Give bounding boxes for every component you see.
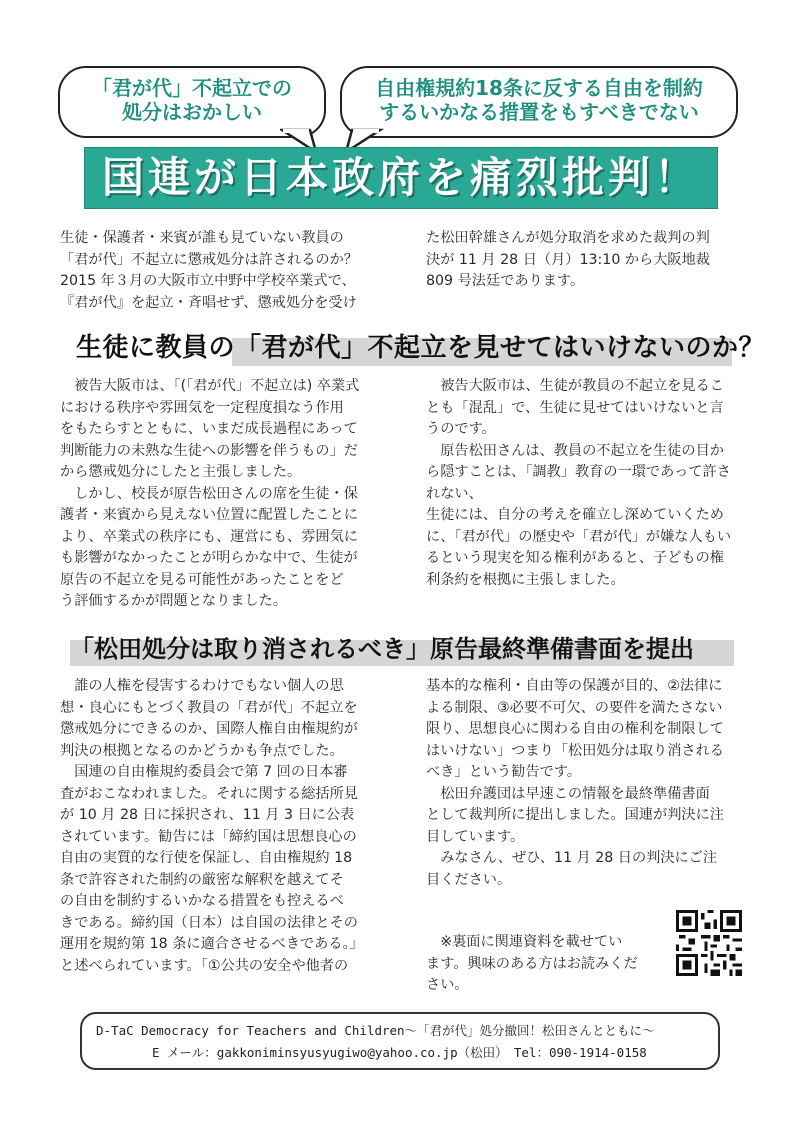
back-page-note: ※裏面に関連資料を載せてい ます。興味のある方はお読みくだ さい。 <box>426 934 638 993</box>
callout-left-line2: 処分はおかしい <box>122 100 262 125</box>
section1-left-text: 被告大阪市は、「(「君が代」不起立は) 卒業式 における秩序や雰囲気を一定程度損なう作用 をもたらすとともに、いまだ成長過程にあって 判断能力の未熟な生徒への影響を伴うもの」だ から懲戒処分にしたと主張しました。 しかし、校長が原告松田さんの席を生徒・保 護者・来賓から見えない位置に配置したことに より、卒業式の秩序にも、運営にも、雰囲気に も影響がなかったことが明らかな中で、生徒が 原告の不起立を見る可能性があったことをど う評価するかが問題となりました。 <box>60 378 360 609</box>
callout-bubble-right <box>340 66 738 138</box>
callout-right-line2: するいかなる措置をもすべきでない <box>379 100 699 125</box>
section2-left-text: 誰の人権を侵害するわけでもない個人の思 想・良心にもとづく教員の「君が代」不起立を 懲戒処分にできるのか、国際人権自由権規約が 判決の根拠となるのかどうかも争点でした。 国連の自由権規約委員会で第 7 回の日本審 査がおこなわれました。それに関する総括所見 が 10 月 28 日に採択され、11 月 3 日に公表 されています。勧告には「締約国は思想良心の 自由の実質的な行使を保証し、自由権規約 18 条で許容された制約の厳密な解釈を越えてそ の自由を制約するいかなる措置をも控えるべ きである。締約国（日本）は自国の法律とその 運用を規約第 18 条に適合させるべきである。」 と述べられています。「①公共の安全や他者の <box>60 678 364 974</box>
footer-org-line: D-TaC Democracy for Teachers and Children～「君が代」処分撤回！松田さんとともに～ <box>96 1023 655 1038</box>
intro-right-text: た松田幹雄さんが処分取消を求めた裁判の判 決が 11 月 28 日（月）13:10 から大阪地裁 809 号法廷であります。 <box>426 230 710 289</box>
section2-heading: 「松田処分は取り消されるべき」原告最終準備書面を提出 <box>70 635 694 663</box>
section1-heading: 生徒に教員の「君が代」不起立を見せてはいけないのか？ <box>76 333 766 363</box>
section2-right-text: 基本的な権利・自由等の保護が目的、②法律に よる制限、③必要不可欠、の要件を満たさない 限り、思想良心に関わる自由の権利を制限して はいけない」つまり「松田処分は取り消される べき」という勧告です。 松田弁護団は早速この情報を最終準備書面 として裁判所に提出しました。国連が判決に注 目しています。 みなさん、ぜひ、11 月 28 日の判決にご注 目ください。 <box>426 678 724 888</box>
headline-title: 国連が日本政府を痛烈批判！ <box>101 153 700 202</box>
intro-left-text: 生徒・保護者・来賓が誰も見ていない教員の 「君が代」不起立に懲戒処分は許されるのか？ 2015 年３月の大阪市立中野中学校卒業式で、 『君が代』を起立・斉唱せず、懲戒処分を受け <box>60 230 358 311</box>
footer-contact-line: E メール：gakkoniminsyusyugiwo@yahoo.co.jp（松田） Tel：090-1914-0158 <box>152 1045 647 1060</box>
footer-contact-box <box>80 1012 720 1070</box>
qr-code-icon <box>676 910 742 976</box>
callout-left-line1: 「君が代」不起立での <box>92 76 292 100</box>
callout-right-line1: 自由権規約18条に反する自由を制約 <box>375 76 703 100</box>
headline-banner <box>84 147 718 209</box>
section1-right-text: 被告大阪市は、生徒が教員の不起立を見るこ とも「混乱」で、生徒に見せてはいけないと言 うのです。 原告松田さんは、教員の不起立を生徒の目か ら隠すことは、「調教」教育の一環であって許さ れない、 生徒には、自分の考えを確立し深めていくため に、「君が代」の歴史や「君が代」が嫌な人もい るという現実を知る権利があると、子どもの権 利条約を根拠に主張しました。 <box>426 378 732 588</box>
